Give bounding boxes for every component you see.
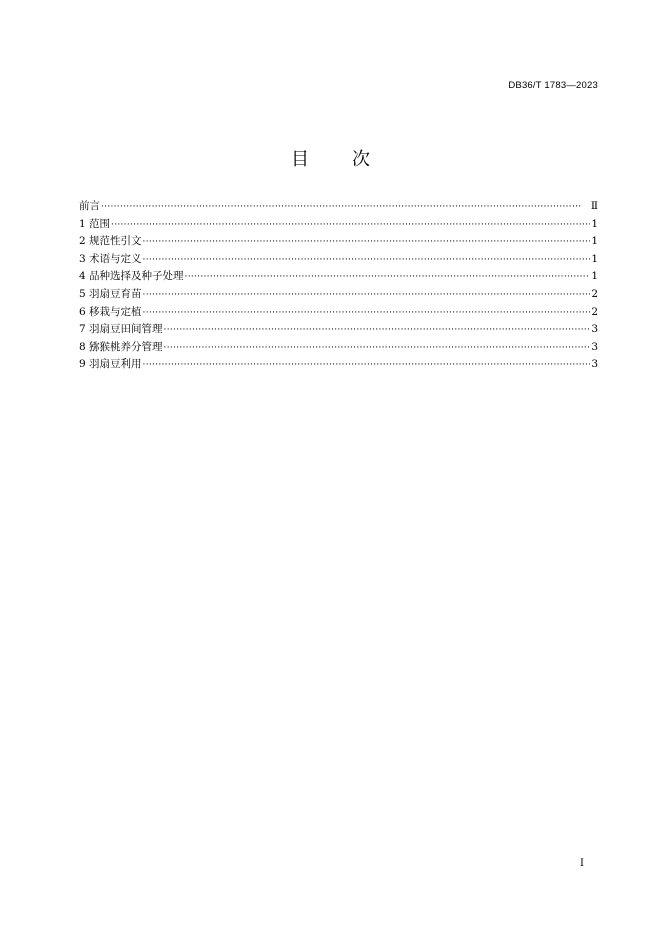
toc-entry-label: 1 范围 <box>79 217 111 230</box>
toc-leader-dots <box>143 305 591 323</box>
toc-entry-preface[interactable] <box>79 198 598 216</box>
toc-title-char-2: 次 <box>352 149 371 170</box>
table-of-contents <box>79 198 598 374</box>
toc-entry-utilization[interactable] <box>79 356 598 374</box>
toc-entry-transplanting[interactable] <box>79 304 598 322</box>
toc-leader-dots <box>143 234 591 252</box>
page-number: I <box>580 858 584 869</box>
toc-entry-label: 2 规范性引文 <box>79 235 142 248</box>
toc-entry-scope[interactable] <box>79 216 598 234</box>
toc-entry-label: 6 移栽与定植 <box>79 305 142 318</box>
toc-entry-label: 前言 <box>79 200 100 212</box>
toc-leader-dots <box>111 217 590 235</box>
toc-entry-page: 1 <box>591 270 598 283</box>
toc-entry-label: 5 羽扇豆育苗 <box>79 287 142 300</box>
toc-title-char-1: 目 <box>291 149 310 170</box>
toc-entry-page: 1 <box>591 235 598 248</box>
toc-leader-dots <box>101 199 590 217</box>
toc-entry-label: 9 羽扇豆利用 <box>79 358 142 371</box>
toc-leader-dots <box>143 252 591 270</box>
toc-entry-variety-selection[interactable] <box>79 268 598 286</box>
toc-entry-page: 2 <box>591 287 598 300</box>
toc-entry-field-management[interactable] <box>79 321 598 339</box>
toc-leader-dots <box>164 340 591 358</box>
toc-entry-label: 7 羽扇豆田间管理 <box>79 323 163 336</box>
toc-entry-label: 8 猕猴桃养分管理 <box>79 340 163 353</box>
toc-entry-terms-definitions[interactable] <box>79 251 598 269</box>
toc-entry-normative-references[interactable] <box>79 233 598 251</box>
toc-leader-dots <box>143 357 591 375</box>
toc-entry-page: 3 <box>591 340 598 353</box>
toc-entry-label: 3 术语与定义 <box>79 252 142 265</box>
document-code: DB36/T 1783—2023 <box>508 80 598 91</box>
toc-entry-seedling-raising[interactable] <box>79 286 598 304</box>
toc-entry-page: 3 <box>591 323 598 336</box>
toc-leader-dots <box>185 269 591 287</box>
toc-title <box>0 145 662 171</box>
toc-entry-page: 1 <box>591 252 598 265</box>
toc-leader-dots <box>143 287 591 305</box>
toc-entry-page: 2 <box>591 305 598 318</box>
toc-entry-page: 3 <box>591 358 598 371</box>
toc-entry-page: Ⅱ <box>590 200 598 212</box>
toc-entry-page: 1 <box>591 217 598 230</box>
toc-entry-label: 4 品种选择及种子处理 <box>79 270 184 283</box>
toc-entry-nutrient-management[interactable] <box>79 339 598 357</box>
toc-leader-dots <box>164 322 591 340</box>
